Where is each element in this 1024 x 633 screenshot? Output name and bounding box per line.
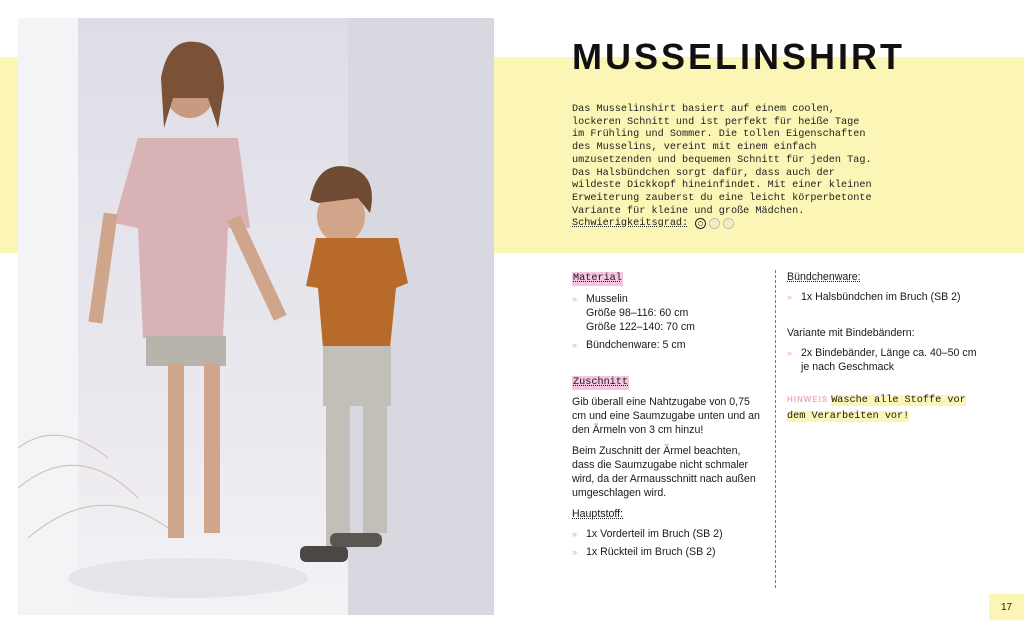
difficulty-filled-icon	[695, 218, 706, 229]
buendchen-list	[787, 290, 987, 304]
difficulty-empty-icon	[709, 218, 720, 229]
buendchen-label: Bündchenware:	[787, 271, 861, 283]
page-number: 17	[989, 594, 1024, 620]
list-item: » Musselin Größe 98–116: 60 cm Größe 122–140: 70 cm	[572, 292, 762, 334]
intro-paragraph: Das Musselinshirt basiert auf einem coolen, lockeren Schnitt und ist perfekt für heiße Tage im Frühling und Sommer. Die tollen Eigenschaften des Musselins, vereint mit einem einfach umzusetzenden und bequemen Schnitt für jeden Tag. Das Halsbündchen sorgt dafür, dass auch der wildeste Dickkopf hineinfindet. Mit einer kleinen Erweiterung zauberst du eine leicht körperbetonte Variante für kleine und große Mädchen.	[572, 104, 872, 217]
zuschnitt-paragraph: Gib überall eine Nahtzugabe von 0,75 cm und eine Saumzugabe unten und an den Ärmeln von 3 cm hinzu!	[572, 396, 760, 436]
left-column	[572, 270, 762, 563]
variant-list	[787, 346, 987, 374]
zuschnitt-heading: Zuschnitt	[573, 377, 629, 388]
note-text: Wasche alle Stoffe vor dem Verarbeiten vor!	[787, 395, 966, 422]
page-title: MUSSELINSHIRT	[572, 36, 906, 77]
column-divider	[775, 270, 776, 588]
difficulty-empty-icon	[723, 218, 734, 229]
list-item: » 2x Bindebänder, Länge ca. 40–50 cm je nach Geschmack	[787, 346, 987, 374]
list-item: » 1x Halsbündchen im Bruch (SB 2)	[787, 290, 987, 304]
list-item: » Bündchenware: 5 cm	[572, 338, 762, 352]
right-column	[787, 270, 987, 424]
difficulty-rating	[572, 218, 734, 229]
hauptstoff-list	[572, 527, 762, 559]
list-item: » 1x Vorderteil im Bruch (SB 2)	[572, 527, 762, 541]
hauptstoff-label: Hauptstoff:	[572, 508, 624, 520]
note-tag: HINWEIS	[787, 395, 829, 404]
zuschnitt-paragraph: Beim Zuschnitt der Ärmel beachten, dass die Saumzugabe nicht schmaler wird, da der Armausschnitt nach außen umgeschlagen wird.	[572, 445, 756, 499]
material-heading: Material	[573, 273, 622, 284]
list-item: » 1x Rückteil im Bruch (SB 2)	[572, 545, 762, 559]
difficulty-label: Schwierigkeitsgrad:	[572, 218, 689, 229]
variant-label: Variante mit Bindebändern:	[787, 327, 915, 339]
product-photo	[18, 18, 494, 615]
material-list	[572, 292, 762, 352]
note	[787, 392, 987, 424]
